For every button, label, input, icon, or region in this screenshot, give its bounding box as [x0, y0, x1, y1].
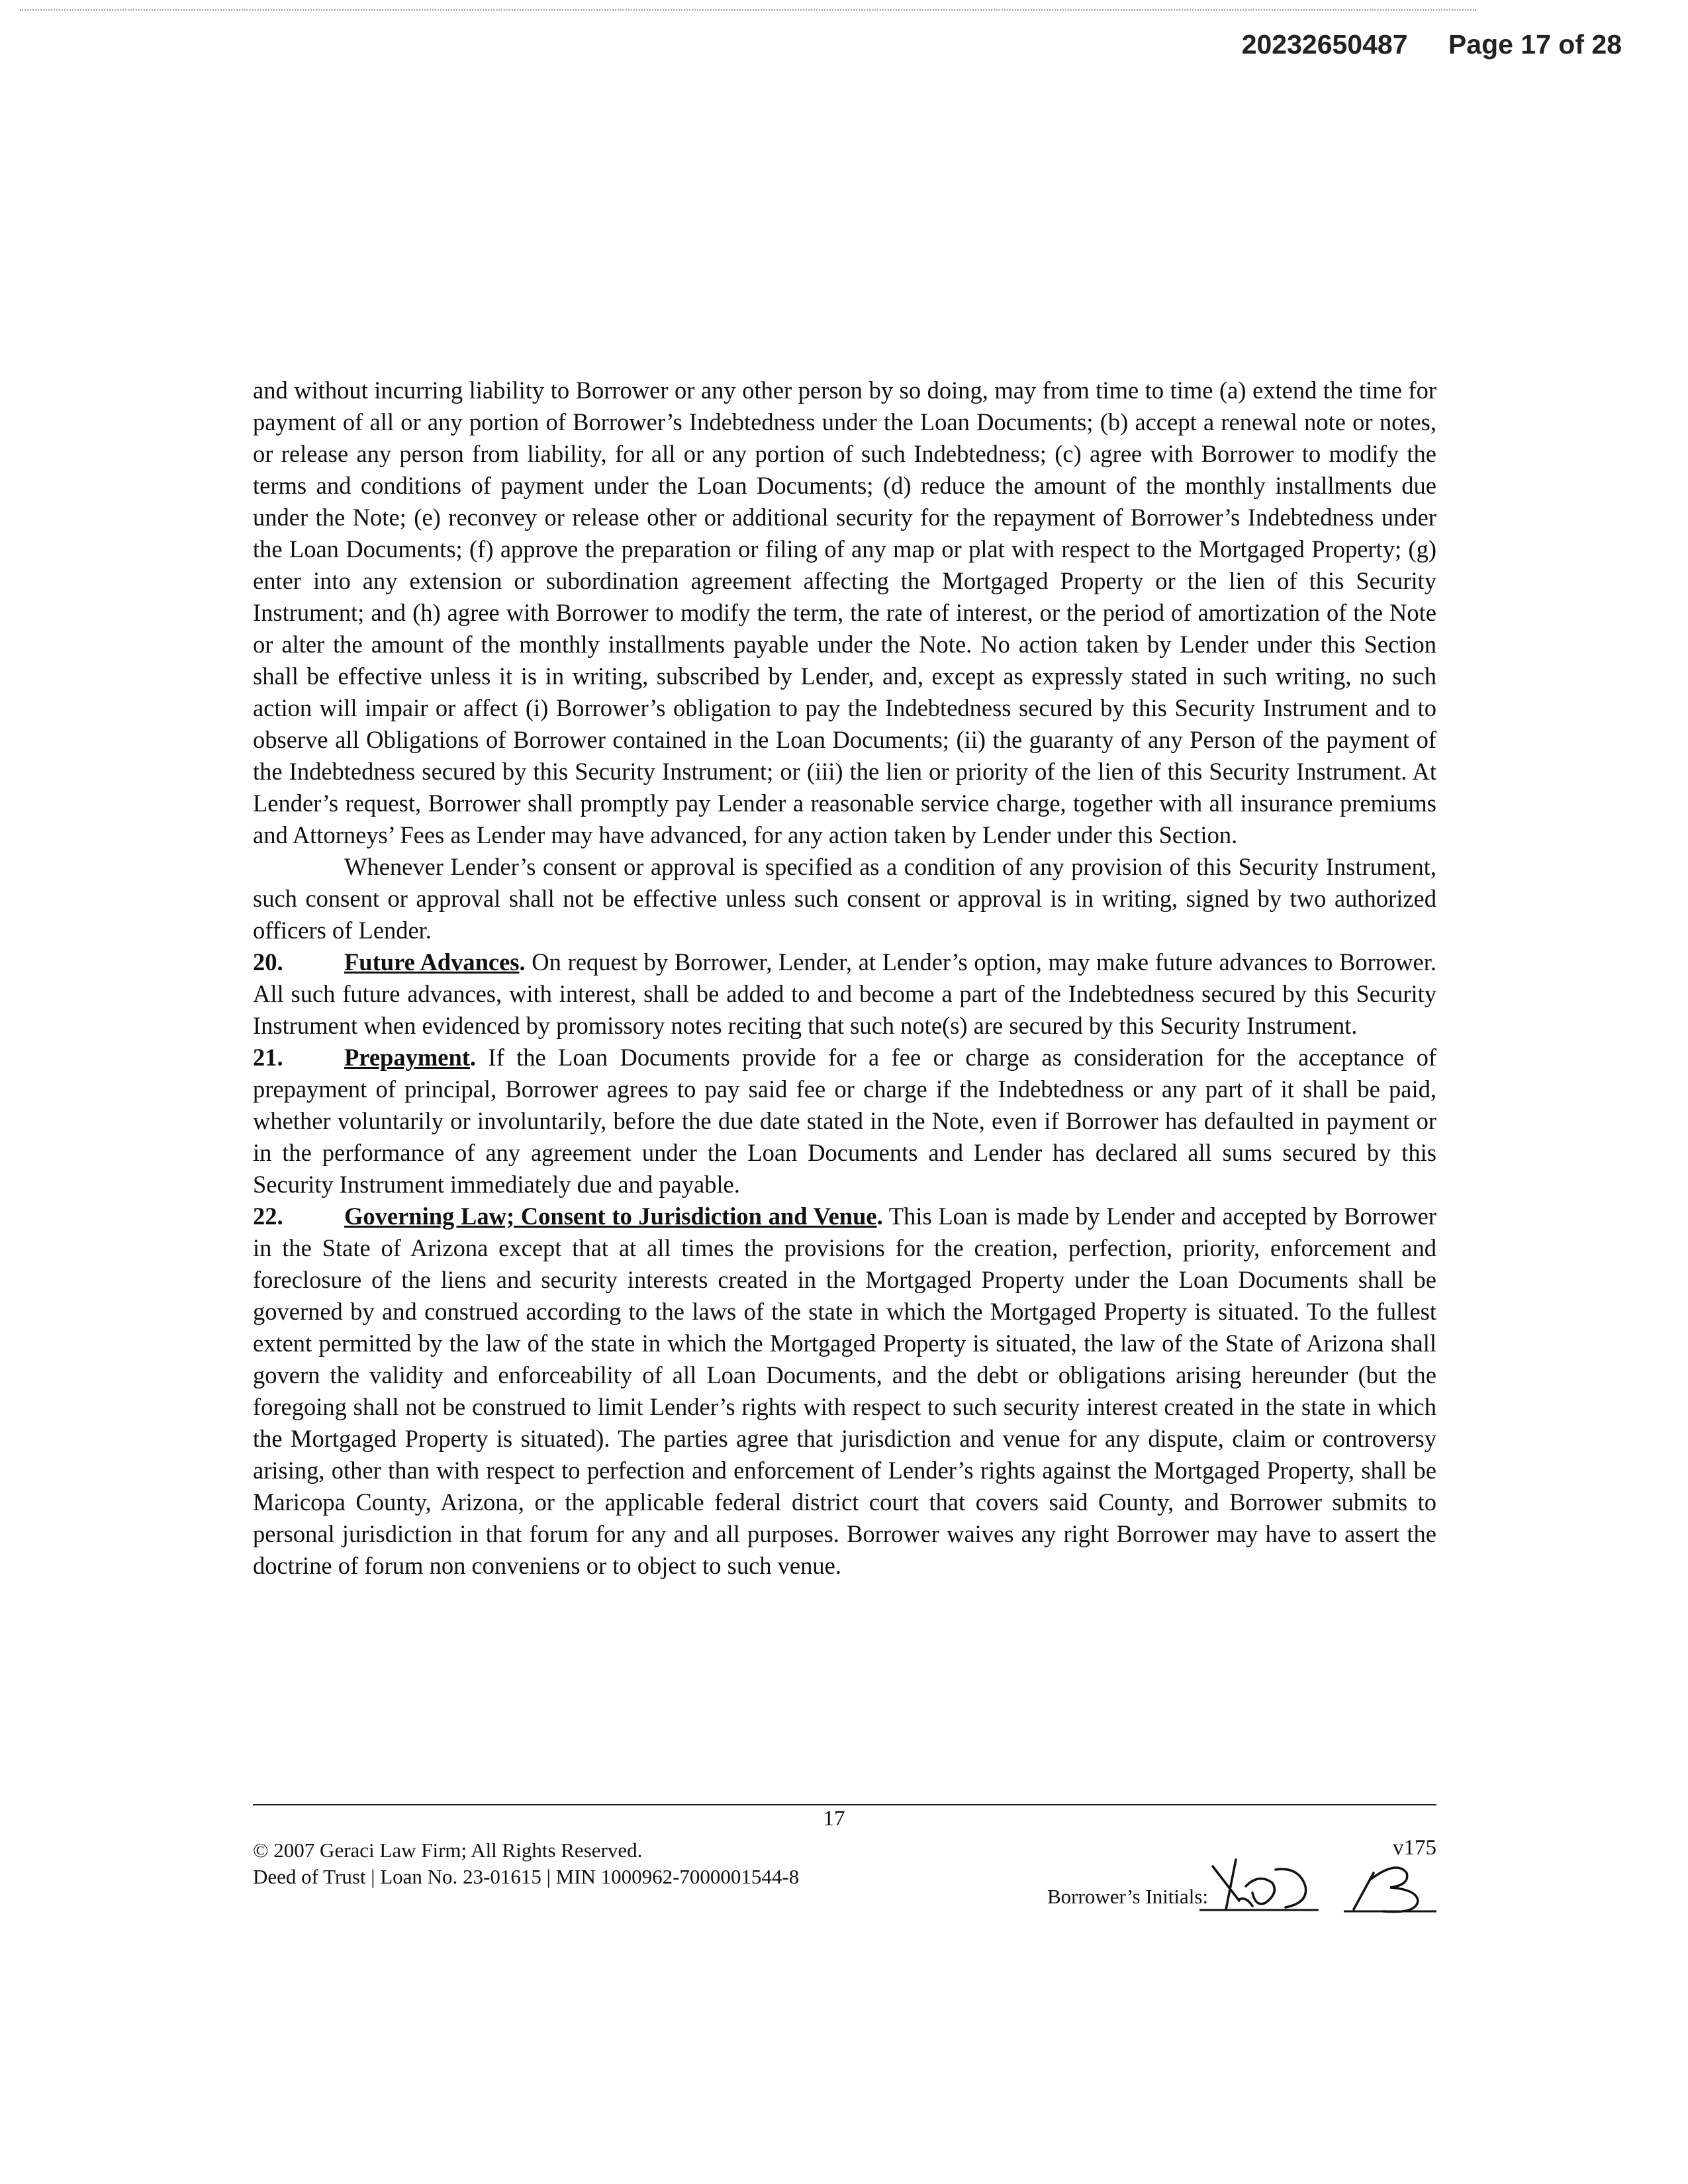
section-text: If the Loan Documents provide for a fee or charge as consideration for the acceptance of prepayment of principal, Borrower agrees to pay said fee or charge if the Indebtedness or any part of it shall be paid, whether voluntarily or involuntarily, before the due date stated in the Note, even if Borrower has defaulted in payment or in the performance of any agreement under the Loan Documents and Lender has declared all sums secured by this Security Instrument immediately due and payable.: [253, 1044, 1436, 1198]
borrower-initials-signature-2: [1344, 1853, 1443, 1919]
section-number: 22.: [253, 1203, 283, 1230]
version-label: v175: [1393, 1836, 1436, 1860]
section-text: This Loan is made by Lender and accepted by Borrower in the State of Arizona except that at all times the provisions for the creation, perfection, priority, enforcement and foreclosure of the liens and security interests created in the Mortgaged Property under the Loan Documents shall be governed by and construed according to the laws of the state in which the Mortgaged Property is situated. To the fullest extent permitted by the law of the state in which the Mortgaged Property is situated, the law of the State of Arizona shall govern the validity and enforceability of all Loan Documents, and the debt or obligations arising hereunder (but the foregoing shall not be construed to limit Lender’s rights with respect to such security interest created in the state in which the Mortgaged Property is situated). The parties agree that jurisdiction and venue for any dispute, claim or controversy arising, other than with respect to perfection and enforcement of Lender’s rights against the Mortgaged Property, shall be Maricopa County, Arizona, or the applicable federal district court that covers said County, and Borrower submits to personal jurisdiction in that forum for any and all purposes. Borrower waives any right Borrower may have to assert the doctrine of forum non conveniens or to object to such venue.: [253, 1203, 1437, 1579]
section-heading: Governing Law; Consent to Jurisdiction and Venue: [344, 1203, 877, 1230]
section-heading: Prepayment: [344, 1044, 470, 1071]
section-22: 22. Governing Law; Consent to Jurisdiction and Venue. This Loan is made by Lender and accepted by Borrower in the State of Arizona except that at all times the provisions for the creation, perfection, priority, enforcement and foreclosure of the liens and security interests created in the Mortgaged Property under the Loan Documents shall be governed by and construed according to the laws of the state in which the Mortgaged Property is situated. To the fullest extent permitted by the law of the state in which the Mortgaged Property is situated, the law of the State of Arizona shall govern the validity and enforceability of all Loan Documents, and the debt or obligations arising hereunder (but the foregoing shall not be construed to limit Lender’s rights with respect to such security interest created in the state in which the Mortgaged Property is situated). The parties agree that jurisdiction and venue for any dispute, claim or controversy arising, other than with respect to perfection and enforcement of Lender’s rights against the Mortgaged Property, shall be Maricopa County, Arizona, or the applicable federal district court that covers said County, and Borrower submits to personal jurisdiction in that forum for any and all purposes. Borrower waives any right Borrower may have to assert the doctrine of forum non conveniens or to object to such venue.: [253, 1201, 1436, 1582]
scan-artifact-line: [20, 9, 1476, 11]
document-number: 20232650487: [1241, 29, 1408, 60]
document-body: [253, 375, 1436, 1582]
section-number: 21.: [253, 1044, 283, 1071]
document-reference: Deed of Trust | Loan No. 23-01615 | MIN 1000962-7000001544-8: [253, 1865, 800, 1888]
section-21: 21. Prepayment. If the Loan Documents provide for a fee or charge as consideration for the acceptance of prepayment of principal, Borrower agrees to pay said fee or charge if the Indebtedness or any part of it shall be paid, whether voluntarily or involuntarily, before the due date stated in the Note, even if Borrower has defaulted in payment or in the performance of any agreement under the Loan Documents and Lender has declared all sums secured by this Security Instrument immediately due and payable.: [253, 1042, 1436, 1201]
page-indicator: Page 17 of 28: [1448, 29, 1622, 60]
borrower-initials-signature-1: [1199, 1846, 1325, 1919]
recording-stamp: [1242, 29, 1622, 60]
paragraph-consent-approval: Whenever Lender’s consent or approval is specified as a condition of any provision of this Security Instrument, such consent or approval shall not be effective unless such consent or approval is in writing, signed by two authorized officers of Lender.: [253, 853, 1436, 944]
footer-info: [253, 1837, 799, 1890]
section-text: On request by Borrower, Lender, at Lender’s option, may make future advances to Borrower. All such future advances, with interest, shall be added to and become a part of the Indebtedness secured by this Security Instrument when evidenced by promissory notes reciting that such note(s) are secured by this Security Instrument.: [253, 948, 1436, 1039]
copyright-notice: © 2007 Geraci Law Firm; All Rights Reserved.: [253, 1839, 643, 1862]
footer-divider: [253, 1804, 1436, 1805]
section-number: 20.: [253, 948, 283, 976]
page-number: 17: [823, 1807, 845, 1831]
paragraph-continuation: and without incurring liability to Borrower or any other person by so doing, may from time to time (a) extend the time for payment of all or any portion of Borrower’s Indebtedness under the Loan Documents; (b) accept a renewal note or notes, or release any person from liability, for all or any portion of such Indebtedness; (c) agree with Borrower to modify the terms and conditions of payment under the Loan Documents; (d) reduce the amount of the monthly installments due under the Note; (e) reconvey or release other or additional security for the repayment of Borrower’s Indebtedness under the Loan Documents; (f) approve the preparation or filing of any map or plat with respect to the Mortgaged Property; (g) enter into any extension or subordination agreement affecting the Mortgaged Property or the lien of this Security Instrument; and (h) agree with Borrower to modify the term, the rate of interest, or the period of amortization of the Note or alter the amount of the monthly installments payable under the Note. No action taken by Lender under this Section shall be effective unless it is in writing, subscribed by Lender, and, except as expressly stated in such writing, no such action will impair or affect (i) Borrower’s obligation to pay the Indebtedness secured by this Security Instrument and to observe all Obligations of Borrower contained in the Loan Documents; (ii) the guaranty of any Person of the payment of the Indebtedness secured by this Security Instrument; or (iii) the lien or priority of the lien of this Security Instrument. At Lender’s request, Borrower shall promptly pay Lender a reasonable service charge, together with all insurance premiums and Attorneys’ Fees as Lender may have advanced, for any action taken by Lender under this Section.: [253, 377, 1436, 848]
section-heading: Future Advances: [344, 948, 520, 976]
initials-label: Borrower’s Initials:: [1047, 1885, 1209, 1908]
section-20: 20. Future Advances. On request by Borrower, Lender, at Lender’s option, may make future advances to Borrower. All such future advances, with interest, shall be added to and become a part of the Indebtedness secured by this Security Instrument when evidenced by promissory notes reciting that such note(s) are secured by this Security Instrument.: [253, 946, 1436, 1042]
